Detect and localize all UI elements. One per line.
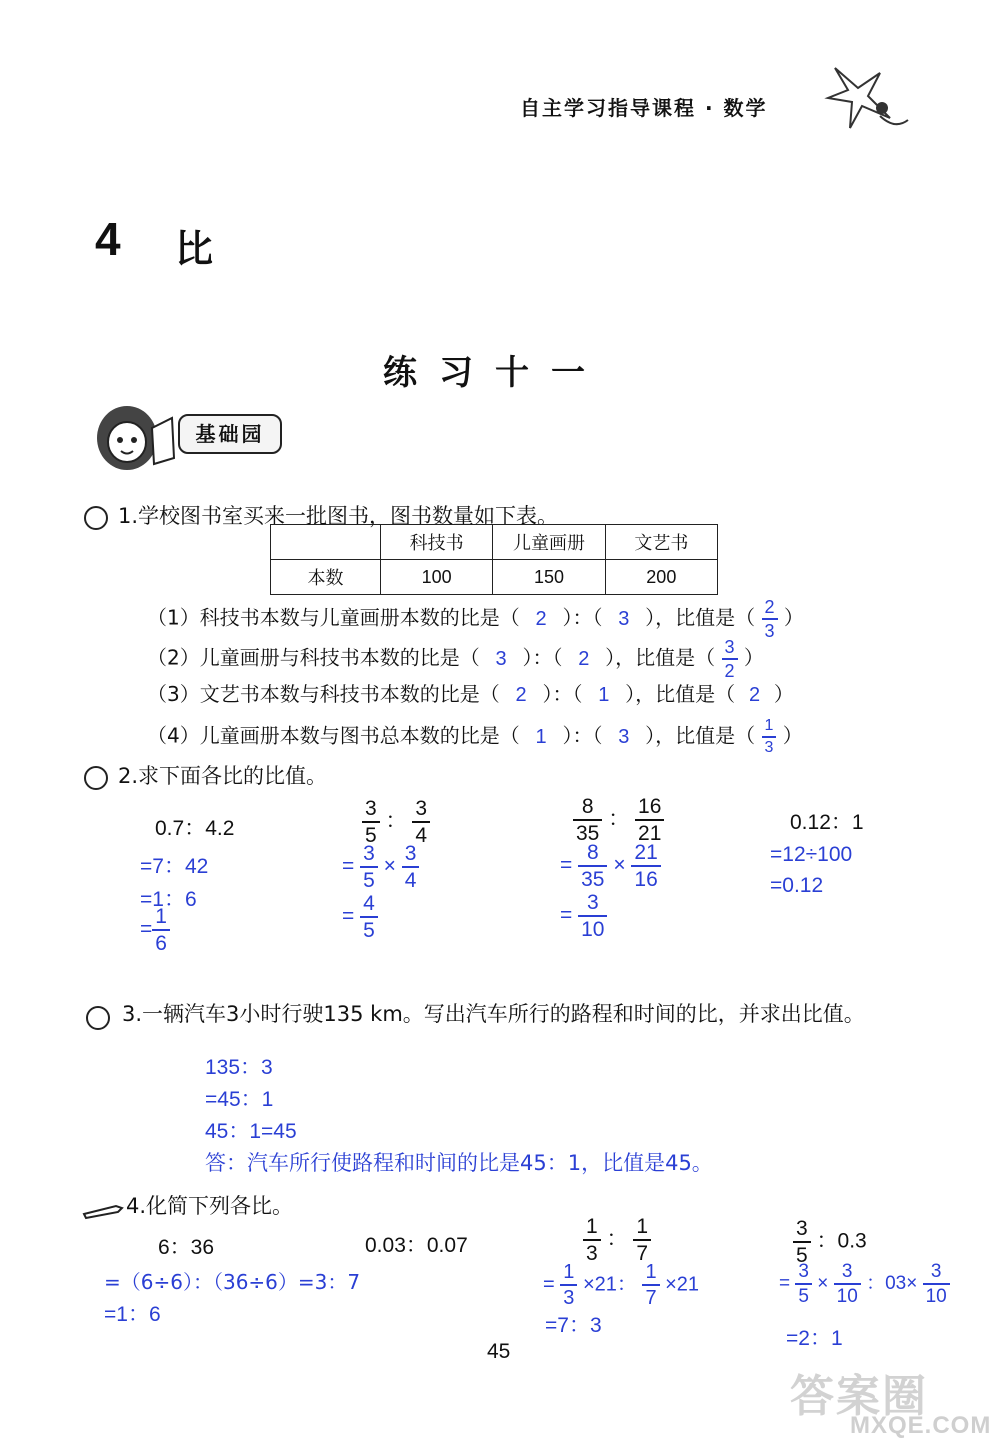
sub-question-text: （2）儿童画册与科技书本数的比是（ (147, 645, 480, 670)
section-badge: 基础园 (178, 414, 282, 454)
numerator: 16 (638, 795, 662, 818)
q2-work-1-step-3 (140, 906, 170, 954)
sub-question-text: （3）文艺书本数与科技书本数的比是（ (147, 682, 500, 706)
fraction (793, 1218, 811, 1266)
answer-a: 2 (535, 607, 547, 630)
table-cell: 200 (605, 560, 717, 595)
denominator: 2 (722, 658, 738, 680)
closing-paren: ） (743, 645, 764, 670)
numerator: 1 (155, 905, 167, 928)
fraction (583, 1216, 601, 1264)
q2-work-4-step-2: =0.12 (770, 874, 824, 897)
numerator: 8 (581, 795, 594, 818)
q3-answer: 答：汽车所行使路程和时间的比是45：1，比值是45。 (205, 1151, 713, 1175)
fraction (578, 842, 607, 890)
chapter-title: 比 (175, 227, 214, 271)
answer-ratio-value (762, 598, 778, 640)
watermark-logo: 答案圈 (790, 1371, 928, 1422)
equals-sign: = (560, 853, 573, 877)
apple-icon (84, 766, 108, 790)
table-cell: 100 (381, 560, 493, 595)
table-header-row (271, 525, 718, 560)
table-header-cell: 科技书 (381, 525, 493, 560)
colon: ： (385, 809, 407, 833)
equals-sign: = (140, 917, 153, 941)
denominator: 3 (762, 736, 777, 756)
numerator: 1 (586, 1215, 598, 1238)
sub-question-text: （4）儿童画册本数与图书总本数的比是（ (147, 723, 520, 748)
answer-b: 3 (618, 607, 630, 630)
closing-paren: ） (782, 723, 803, 748)
sub-question-2 (147, 638, 764, 680)
numerator: 1 (636, 1215, 649, 1238)
sub-question-1 (147, 598, 804, 640)
denominator: 7 (633, 1239, 651, 1264)
numerator: 3 (404, 842, 417, 865)
separator: ），比值是（ (625, 682, 736, 706)
fraction (362, 798, 380, 846)
pencil-icon (82, 1200, 124, 1220)
denominator: 21 (635, 819, 664, 844)
q4-work-3-step-2: =7：3 (545, 1314, 602, 1337)
page-number: 45 (487, 1340, 511, 1363)
q3-work-step-1: 135：3 (205, 1056, 273, 1079)
q4-work-4-step-1 (779, 1262, 950, 1306)
numerator: 3 (363, 842, 375, 865)
denominator: 4 (412, 821, 430, 846)
answer-a: 1 (535, 725, 547, 748)
equals-sign: = (342, 904, 355, 928)
separator: ），比值是（ (645, 605, 756, 630)
fraction (633, 1216, 651, 1264)
girl-cartoon-icon (82, 398, 177, 476)
apple-icon (84, 506, 108, 530)
numerator: 3 (586, 891, 599, 914)
q3-work-step-2: =45：1 (205, 1088, 274, 1111)
apple-icon (86, 1006, 110, 1030)
colon: ： (608, 807, 630, 831)
q2-work-1-step-2: =1：6 (140, 888, 197, 911)
separator: ）：（ (562, 605, 603, 630)
separator: ）：（ (522, 645, 563, 670)
sub-question-3 (147, 678, 794, 707)
denominator: 10 (834, 1283, 861, 1306)
numerator: 3 (796, 1217, 808, 1240)
numerator: 3 (415, 797, 428, 820)
q4-expression-3 (583, 1216, 651, 1264)
numerator: 1 (645, 1261, 657, 1283)
separator: ）：（ (542, 682, 583, 706)
fraction (152, 906, 170, 954)
answer-b: 1 (598, 684, 610, 706)
table-header-cell: 文艺书 (605, 525, 717, 560)
colon: ： (606, 1227, 628, 1251)
denominator: 5 (360, 866, 378, 891)
numerator: 4 (363, 892, 375, 915)
fraction (642, 1262, 659, 1308)
question-4-prompt: 4.化简下列各比。 (126, 1194, 294, 1218)
fraction (834, 1262, 861, 1306)
answer-ratio-value (762, 718, 777, 756)
q2-work-3-step-1 (560, 842, 661, 890)
separator: ）：（ (562, 723, 603, 748)
separator: ），比值是（ (645, 723, 756, 748)
sub-question-text: （1）科技书本数与儿童画册本数的比是（ (147, 605, 520, 630)
table-header-cell (271, 525, 381, 560)
fraction (412, 798, 430, 846)
q2-expression-4: 0.12：1 (790, 811, 864, 834)
q2-expression-1: 0.7：4.2 (155, 817, 235, 840)
equals-sign: = (543, 1273, 555, 1296)
numerator: 3 (365, 797, 377, 820)
equals-sign: = (779, 1273, 791, 1295)
multiply-sign: × (817, 1273, 829, 1295)
multiply-step: ×21： (582, 1273, 637, 1296)
multiply-step: ×21 (665, 1273, 700, 1296)
numerator: 21 (634, 841, 658, 864)
separator: ），比值是（ (605, 645, 716, 670)
book-series-title: 自主学习指导课程 · 数学 (520, 96, 768, 120)
q2-work-2-step-2 (342, 893, 378, 941)
numerator: 2 (764, 597, 775, 617)
denominator: 6 (152, 929, 170, 954)
q2-work-4-step-1: =12÷100 (770, 843, 853, 866)
denominator: 10 (578, 915, 607, 940)
fraction (923, 1262, 950, 1306)
fraction (631, 842, 660, 890)
answer-a: 2 (515, 684, 527, 706)
denominator: 16 (631, 865, 660, 890)
denominator: 5 (795, 1283, 812, 1306)
fraction (360, 893, 378, 941)
table-row (271, 560, 718, 595)
numerator: 3 (798, 1261, 809, 1282)
q2-work-1-step-1: =7：42 (140, 855, 209, 878)
numerator: 3 (724, 637, 735, 657)
table-header-cell: 儿童画册 (493, 525, 605, 560)
numerator: 8 (586, 841, 599, 864)
q2-expression-3 (573, 796, 664, 844)
answer-ratio-value (722, 638, 738, 680)
closing-paren: ） (783, 605, 804, 630)
q2-work-3-step-2 (560, 892, 607, 940)
fraction (360, 843, 378, 891)
denominator: 35 (573, 819, 602, 844)
fraction (560, 1262, 577, 1308)
answer-ratio-value: 2 (748, 684, 761, 706)
watermark-url: MXQE.COM (850, 1412, 992, 1439)
ratio-rest: ：0.3 (816, 1229, 867, 1253)
fraction (402, 843, 420, 891)
equals-sign: = (342, 854, 355, 878)
denominator: 5 (362, 821, 380, 846)
q2-expression-2 (362, 798, 430, 846)
fraction (795, 1262, 812, 1306)
sub-question-4 (147, 718, 803, 756)
denominator: 3 (762, 618, 778, 640)
q3-work-step-3: 45：1=45 (205, 1120, 297, 1143)
numerator: 1 (764, 717, 774, 734)
question-1-prompt: 1.学校图书室买来一批图书，图书数量如下表。 (118, 504, 559, 528)
exercise-title: 练习十一 (383, 353, 607, 393)
fraction (635, 796, 664, 844)
question-2-prompt: 2.求下面各比的比值。 (118, 764, 328, 788)
book-count-table (270, 524, 718, 595)
table-cell: 150 (493, 560, 605, 595)
denominator: 3 (560, 1284, 577, 1308)
fraction (573, 796, 602, 844)
multiply-sign: × (383, 854, 396, 878)
answer-b: 2 (578, 647, 590, 670)
q4-work-1-step-1: =（6÷6）：（36÷6）=3：7 (104, 1270, 361, 1294)
multiply-step: ：03× (866, 1273, 918, 1295)
q4-work-1-step-2: =1：6 (104, 1303, 161, 1326)
star-decoration-icon (820, 58, 910, 138)
question-3-prompt: 3.一辆汽车3小时行驶135 km。写出汽车所行的路程和时间的比，并求出比值。 (122, 1002, 865, 1026)
q4-work-3-step-1 (543, 1262, 699, 1308)
denominator: 10 (923, 1283, 950, 1306)
denominator: 4 (402, 866, 420, 891)
answer-a: 3 (495, 647, 507, 670)
numerator: 3 (841, 1261, 853, 1282)
q4-expression-2: 0.03：0.07 (365, 1234, 468, 1257)
chapter-number: 4 (95, 213, 121, 265)
equals-sign: = (560, 903, 573, 927)
closing-paren: ） (773, 682, 794, 706)
q2-work-2-step-1 (342, 843, 419, 891)
q4-work-4-step-2: =2：1 (786, 1327, 843, 1350)
denominator: 7 (642, 1284, 659, 1308)
multiply-sign: × (613, 853, 626, 877)
denominator: 3 (583, 1239, 601, 1264)
numerator: 1 (563, 1261, 575, 1283)
fraction (578, 892, 607, 940)
denominator: 5 (360, 916, 378, 941)
denominator: 35 (578, 865, 607, 890)
q4-expression-1: 6：36 (158, 1236, 215, 1259)
denominator: 5 (793, 1241, 811, 1266)
table-row-label: 本数 (271, 560, 381, 595)
numerator: 3 (930, 1261, 942, 1282)
q4-expression-4 (793, 1218, 867, 1266)
answer-b: 3 (618, 725, 630, 748)
